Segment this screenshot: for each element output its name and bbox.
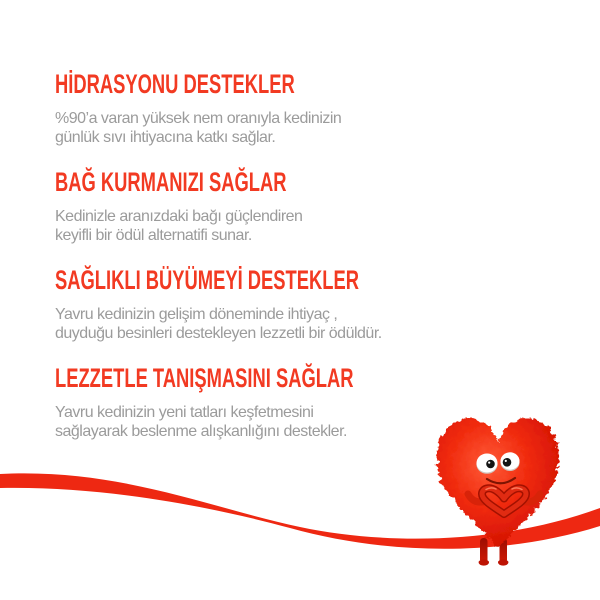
benefit-section-bonding — [55, 168, 575, 245]
body-line: Yavru kedinizin yeni tatları keşfetmesini — [55, 404, 314, 421]
section-body — [55, 305, 575, 343]
section-body — [55, 109, 575, 147]
section-heading: HİDRASYONU DESTEKLER — [55, 69, 295, 99]
body-line: %90’a varan yüksek nem oranıyla kedinizin — [55, 110, 342, 127]
body-line: duyduğu besinleri destekleyen lezzetli bir ödüldür. — [55, 325, 382, 342]
body-line: günlük sıvı ihtiyacına katkı sağlar. — [55, 129, 276, 146]
section-heading: BAĞ KURMANIZI SAĞLAR — [55, 167, 287, 197]
body-line: Kedinizle aranızdaki bağı güçlendiren — [55, 208, 303, 225]
benefits-list — [55, 70, 575, 462]
section-body — [55, 207, 575, 245]
body-line: Yavru kedinizin gelişim döneminde ihtiyaç , — [55, 306, 338, 323]
body-line: sağlayarak beslenme alışkanlığını destekler. — [55, 423, 347, 440]
body-line: keyifli bir ödül alternatifi sunar. — [55, 227, 252, 244]
section-heading: LEZZETLE TANIŞMASINI SAĞLAR — [55, 363, 354, 393]
right-pupil — [503, 458, 512, 467]
left-pupil — [486, 460, 495, 469]
benefit-section-growth — [55, 266, 575, 343]
fluffy-heart-mascot-illustration — [420, 408, 600, 580]
benefit-section-hydration — [55, 70, 575, 147]
section-heading: SAĞLIKLI BÜYÜMEYİ DESTEKLER — [55, 265, 359, 295]
